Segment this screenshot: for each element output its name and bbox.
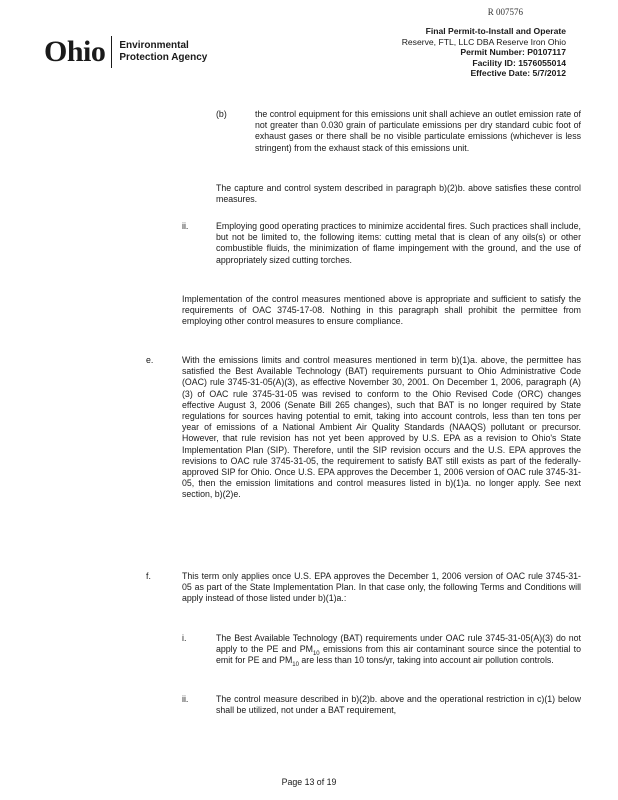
item-b-label: (b) bbox=[216, 109, 227, 119]
item-f-label: f. bbox=[146, 571, 151, 581]
effective-date: Effective Date: 5/7/2012 bbox=[470, 68, 566, 79]
item-e-label: e. bbox=[146, 355, 154, 365]
permit-title: Final Permit-to-Install and Operate bbox=[425, 26, 566, 36]
page-number: Page 13 of 19 bbox=[281, 777, 337, 787]
item-f-ii-text: The control measure described in b)(2)b. above and the operational restriction in c)(1) below shall be utilized, not under a BAT requirement, bbox=[216, 694, 581, 716]
pm10-subscript-1: 10 bbox=[312, 650, 320, 657]
agency-name bbox=[119, 40, 207, 64]
ohio-wordmark: Ohio bbox=[44, 35, 106, 68]
item-ii-label: ii. bbox=[182, 221, 189, 231]
item-f-i-label: i. bbox=[182, 633, 187, 643]
item-f-i-text-part1: The Best Available Technology (BAT) requirements under OAC rule 3745-31-05(A)(3) do not apply to the PE and PM bbox=[216, 633, 581, 655]
agency-name-line1: Environmental bbox=[119, 40, 189, 51]
item-f-i-text bbox=[216, 633, 581, 667]
document-stamp: R 007576 bbox=[487, 7, 523, 17]
item-f-i-text-part2: emissions from this air contaminant source since the potential to emit for PE and PM bbox=[216, 644, 581, 666]
facility-id: Facility ID: 1576055014 bbox=[472, 57, 566, 68]
capture-paragraph: The capture and control system described in paragraph b)(2)b. above satisfies these control measures. bbox=[216, 183, 581, 205]
item-f-ii-label: ii. bbox=[182, 694, 189, 704]
implementation-paragraph: Implementation of the control measures mentioned above is appropriate and sufficient to satisfy the requirements of OAC 3745-17-08. Nothing in this paragraph shall prohibit the permittee from employing other control measures to ensure compliance. bbox=[182, 294, 581, 327]
item-f-i-text-part3: are less than 10 tons/yr, taking into account air pollution controls. bbox=[298, 655, 554, 666]
agency-logo bbox=[44, 36, 207, 68]
item-f-text: This term only applies once U.S. EPA approves the December 1, 2006 version of OAC rule 3745-31-05 as part of the State Implementation Plan. In that case only, the following Terms and Conditions will apply instead of those listed under b)(1)a.: bbox=[182, 571, 581, 604]
company-name: Reserve, FTL, LLC DBA Reserve Iron Ohio bbox=[401, 36, 566, 47]
permit-number: Permit Number: P0107117 bbox=[460, 47, 566, 58]
agency-name-line2: Protection Agency bbox=[119, 52, 208, 63]
item-ii-text: Employing good operating practices to minimize accidental fires. Such practices shall include, but not be limited to, the following items: cutting metal that is clean of any oils(s) or other combustible fluids, the minimization of flame impingement with the ground, and the use of appropriately sized cutting torches. bbox=[216, 221, 581, 265]
item-e-text: With the emissions limits and control measures mentioned in term b)(1)a. above, the permittee has satisfied the Best Available Technology (BAT) requirements pursuant to Ohio Administrative Code (OAC) rule 3745-31-05(A)(3), as effective November 30, 2001. On December 1, 2006, paragraph (A)(3) of OAC rule 3745-31-05 was revised to conform to the Ohio Revised Code (ORC) changes effective August 3, 2006 (Senate Bill 265 changes), such that BAT is no longer required by State regulations for sources having potential to emit, taking into account controls, less than ten tons per year of emissions of a National Ambient Air Quality Standards (NAAQS) pollutant or precursor. However, that rule revision has not yet been approved by U.S. EPA as a revision to Ohio's State Implementation Plan (SIP). Therefore, until the SIP revision occurs and the U.S. EPA approves the revisions to OAC rule 3745-31-05, the requirement to satisfy BAT still exists as part of the federally-approved SIP for Ohio. Once U.S. EPA approves the December 1, 2006 version of OAC rule 3745-31-05, then the emission limitations and control measures listed in b)(1)a. no longer apply. See next section, b)(2)e. bbox=[182, 355, 581, 500]
logo-divider bbox=[111, 36, 112, 68]
permit-header bbox=[402, 26, 566, 79]
pm10-subscript-2: 10 bbox=[292, 662, 299, 669]
item-b-text: the control equipment for this emissions unit shall achieve an outlet emission rate of not greater than 0.030 grain of particulate emissions per dry standard cubic foot of exhaust gases or there shall be no visible particulate emissions (whichever is less stringent) from the exhaust stack of this emissions unit. bbox=[255, 109, 581, 153]
